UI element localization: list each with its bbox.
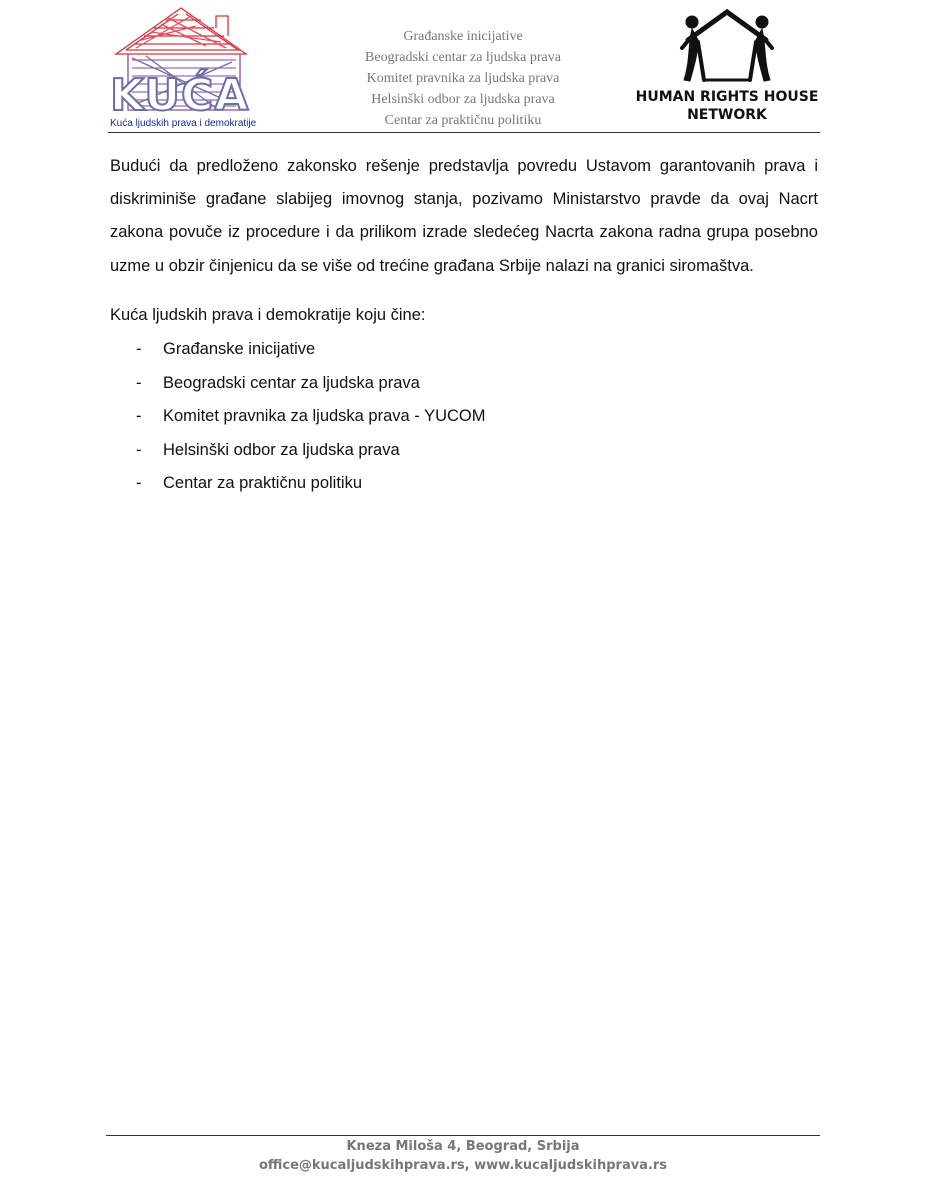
human-rights-house-icon — [674, 6, 780, 86]
organization-item: Centar za praktičnu politiku — [384, 113, 542, 128]
list-bullet: - — [136, 440, 142, 459]
organization-item: Građanske inicijative — [403, 29, 523, 44]
hrhn-line-1: HUMAN RIGHTS HOUSE — [635, 89, 819, 105]
footer-contact: office@kucaljudskihprava.rs, www.kucaljudskihprava.rs — [258, 1158, 668, 1173]
member-name: Centar za praktičnu politiku — [163, 474, 363, 492]
hrhn-line-2: NETWORK — [687, 107, 767, 123]
list-bullet: - — [136, 474, 142, 492]
member-name: Građanske inicijative — [163, 340, 316, 358]
body-paragraph: Budući da predloženo zakonsko rešenje predstavlja povredu Ustavom garantovanih prava i diskriminiše građane slabijeg imovnog stanja, pozivamo Ministarstvo pravde da ovaj Nacrt zakona povuče iz procedure i da prilikom izrade sledećeg Nacrta zakona radna grupa posebno uzme u obzir činjenicu da se više od trećine građana Srbije nalazi na granici siromaštva. — [110, 157, 818, 275]
kuca-logo — [106, 6, 256, 130]
list-bullet: - — [136, 340, 142, 358]
hrhn-logo — [632, 6, 822, 126]
organization-item: Helsinški odbor za ljudska prava — [371, 92, 555, 107]
list-bullet: - — [136, 407, 142, 425]
footer — [106, 1137, 820, 1175]
list-bullet: - — [136, 373, 142, 392]
kuca-logo-word: KUĆA — [110, 70, 250, 121]
members-intro: Kuća ljudskih prava i demokratije koju čine: — [110, 306, 426, 324]
footer-address: Kneza Miloša 4, Beograd, Srbija — [346, 1139, 580, 1154]
member-name: Helsinški odbor za ljudska prava — [163, 440, 400, 459]
kuca-logo-subtitle: Kuća ljudskih prava i demokratije — [110, 118, 257, 129]
organization-item: Komitet pravnika za ljudska prava — [366, 71, 560, 86]
header-divider — [108, 132, 820, 133]
footer-divider — [106, 1135, 820, 1136]
member-name: Komitet pravnika za ljudska prava - YUCOM — [163, 407, 486, 425]
letterhead — [0, 0, 928, 134]
hrhn-logo-text — [632, 88, 822, 124]
organization-item: Beogradski centar za ljudska prava — [365, 50, 561, 65]
organizations-list — [318, 26, 608, 131]
member-name: Beogradski centar za ljudska prava — [163, 373, 420, 392]
